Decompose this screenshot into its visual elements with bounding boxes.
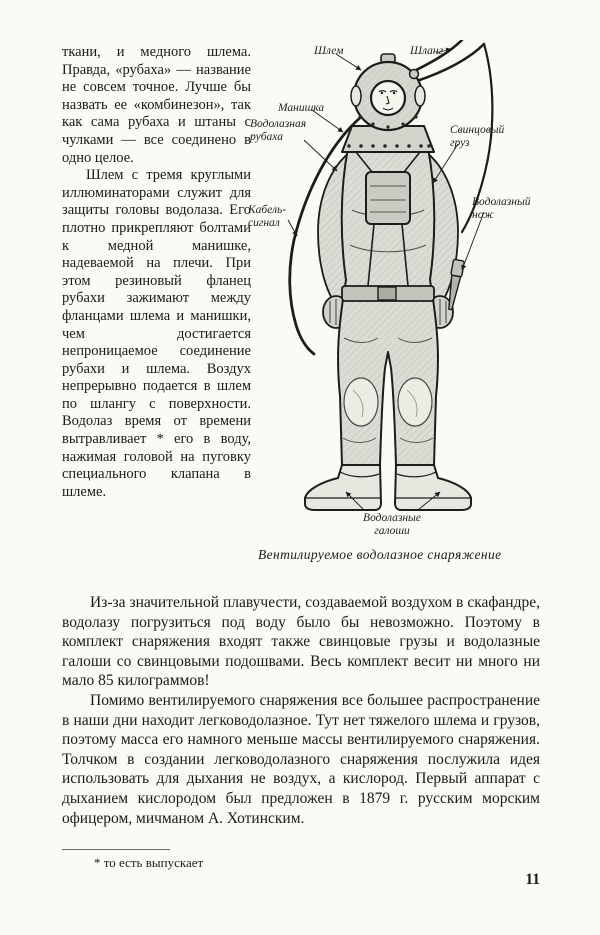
body-text: [62, 593, 540, 828]
diver-illustration: [248, 40, 560, 548]
footnote: * то есть выпускает: [94, 855, 204, 870]
figure-label-helmet: Шлем: [314, 45, 344, 57]
paragraph-light-diving: Помимо вентилируемого снаряжения все большее распространение в наши дни находит легководолазное. Тут нет тяжелого шлема и грузов, поэтому масса его намного меньше массы вентилируемого снаряжения. Толчком в создании легководолазного снаряжения послужила идея использовать для дыхания не воздух, а кислород. Первый аппарат с дыханием кислородом был предложен в 1879 г. русским морским офицером, мичманом А. Хотинским.: [62, 691, 540, 827]
paragraph-buoyancy: Из-за значительной плавучести, создаваемой воздухом в скафандре, водолазу погрузиться под воду было бы невозможно. Поэтому в комплект снаряжения входят также свинцовые грузы и водолазные галоши со свинцовыми подошвами. Весь комплект весит ни много ни мало 85 килограммов!: [62, 594, 540, 690]
diver-drawing: [248, 40, 560, 548]
figure-label-suit: Водолазная рубаха: [250, 118, 307, 143]
figure-label-galoshes: Водолазные галоши: [363, 512, 421, 537]
figure-label-corselet: Манишка: [278, 102, 325, 114]
figure-caption: Вентилируемое водолазное снаряжение: [258, 547, 502, 562]
page-number: 11: [525, 871, 540, 888]
figure-label-hose: Шланг: [410, 45, 444, 57]
left-text-column: [62, 44, 251, 501]
paragraph-helmet: Шлем с тремя круглыми иллюминаторами служит для защиты головы водолаза. Его плотно прикрепляют болтами к медной манишке, надеваемой на плечи. При этом резиновый фланец рубахи зажимают между фланцами шлема и манишки, чем достигается непроницаемое соединение рубахи и шлема. Воздух непрерывно подается в шлем по шлангу с поверхности. Водолаз время от времени вытравливает * его в воду, нажимая головой на пуговку специального клапана в шлеме.: [62, 167, 251, 500]
figure-label-knife: Водолазный нож: [472, 196, 531, 221]
figure-label-weight: Свинцовый груз: [450, 124, 505, 149]
footnote-rule: [62, 849, 170, 850]
figure-label-cable: Кабель-сигнал: [248, 204, 287, 229]
paragraph-continuation: ткани, и медного шлема. Правда, «рубаха» — название не совсем точное. Лучше бы назвать ее «комбинезон», так как сама рубаха и штаны с чулками — все соединено в одно целое.: [62, 44, 251, 166]
